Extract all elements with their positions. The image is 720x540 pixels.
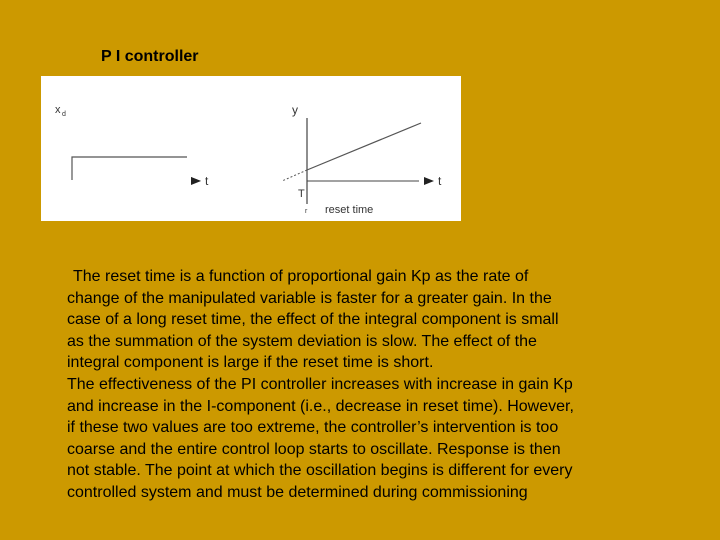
right-x-label: t: [438, 174, 442, 188]
text-line: as the summation of the system deviation is slow. The effect of the: [67, 332, 537, 350]
right-y-label: y: [292, 103, 298, 117]
t-label-subscript: r: [305, 208, 308, 215]
text-line: integral component is large if the reset time is short.: [67, 354, 434, 372]
t-label: T: [298, 188, 305, 200]
text-line: coarse and the entire control loop starts to oscillate. Response is then: [67, 440, 561, 458]
left-x-arrowhead: [191, 177, 201, 185]
right-x-arrowhead: [424, 177, 434, 185]
pi-response-diagram: [41, 76, 461, 221]
step-input-line: [72, 157, 187, 180]
extrapolation-dashed-line: [282, 170, 307, 181]
slide-title: P I controller: [101, 48, 199, 65]
text-line: The effectiveness of the PI controller increases with increase in gain Kp: [67, 375, 573, 393]
left-plot: [55, 104, 209, 188]
left-y-label: x: [55, 104, 61, 116]
right-plot: [282, 103, 442, 216]
text-line: The reset time is a function of proportional gain Kp as the rate of: [73, 268, 529, 285]
left-y-label-subscript: d: [62, 111, 66, 118]
text-line: controlled system and must be determined during commissioning: [67, 483, 528, 501]
text-line: case of a long reset time, the effect of the integral component is small: [67, 311, 559, 329]
text-line: change of the manipulated variable is faster for a greater gain. In the: [67, 289, 552, 307]
left-x-label: t: [205, 174, 209, 188]
text-line: and increase in the I-component (i.e., decrease in reset time). However,: [67, 397, 574, 415]
text-line: if these two values are too extreme, the controller’s intervention is too: [67, 419, 559, 437]
explanation-text: [67, 266, 657, 504]
pi-response-figure: [41, 76, 461, 221]
response-ramp-line: [307, 123, 421, 170]
text-line: not stable. The point at which the oscillation begins is different for every: [67, 462, 573, 480]
reset-time-label: reset time: [325, 204, 374, 216]
